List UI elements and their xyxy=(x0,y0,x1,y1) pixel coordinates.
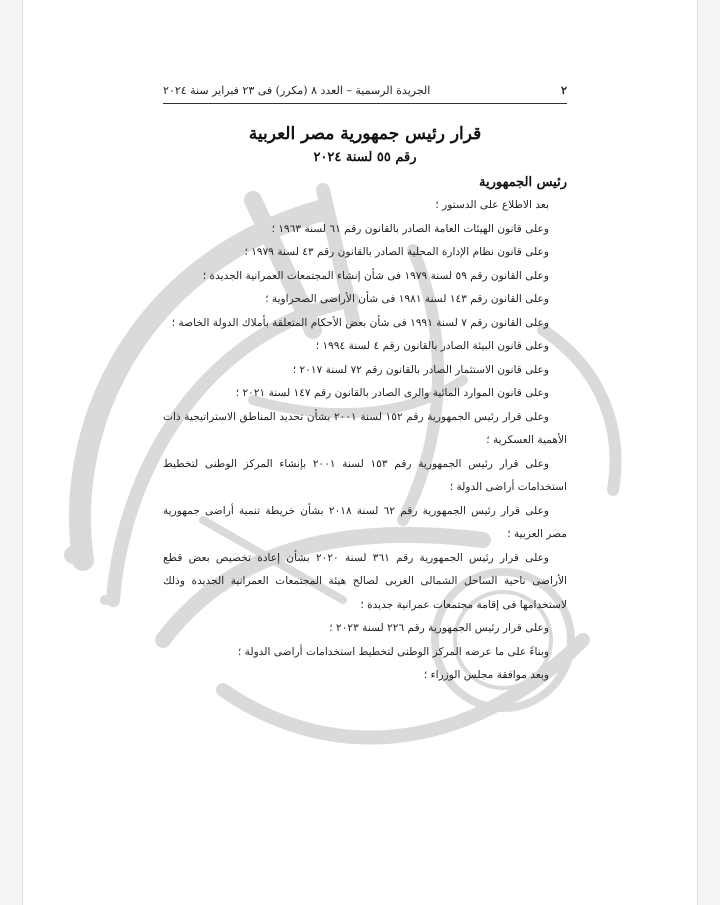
page-header xyxy=(163,84,567,104)
paragraph: وعلى قرار رئيس الجمهورية رقم ٢٢٦ لسنة ٢٠٢٣ ؛ xyxy=(329,622,549,634)
paragraph: وعلى القانون رقم ١٤٣ لسنة ١٩٨١ فى شأن الأراضى الصحراوية ؛ xyxy=(265,293,549,305)
paragraph: وعلى القانون رقم ٧ لسنة ١٩٩١ فى شأن بعض الأحكام المتعلقة بأملاك الدولة الخاصة ؛ xyxy=(171,316,549,329)
publication-line: الجريدة الرسمية – العدد ٨ (مكرر) فى ٢٣ فبراير سنة ٢٠٢٤ xyxy=(163,84,431,97)
decree-title: قرار رئيس جمهورية مصر العربية xyxy=(248,124,482,144)
page-number: ٢ xyxy=(561,84,567,97)
paragraph: وعلى قانون نظام الإدارة المحلية الصادر بالقانون رقم ٤٣ لسنة ١٩٧٩ ؛ xyxy=(244,246,549,258)
paragraph: وعلى قانون الموارد المائية والرى الصادر بالقانون رقم ١٤٧ لسنة ٢٠٢١ ؛ xyxy=(235,387,549,399)
document-page xyxy=(22,0,698,905)
paragraph: وعلى قرار رئيس الجمهورية رقم ١٥٣ لسنة ٢٠٠١ بإنشاء المركز الوطنى لتخطيط استخدامات أراضى الدولة ؛ xyxy=(163,457,567,493)
paragraph: وعلى قرار رئيس الجمهورية رقم ٣٦١ لسنة ٢٠٢٠ بشأن إعادة تخصيص بعض قطع الأراضى ناحية الساحل الشمالى الغربى لصالح هيئة المجتمعات العمرانية الجديدة وذلك لاستخدامها فى إقامة مجتمعات عمرانية جديدة ؛ xyxy=(163,551,567,611)
paragraph: وبناءً على ما عرضه المركز الوطنى لتخطيط استخدامات أراضى الدولة ؛ xyxy=(237,645,549,658)
document-content xyxy=(163,84,567,688)
decree-number: رقم ٥٥ لسنة ٢٠٢٤ xyxy=(313,150,417,165)
issuer-heading: رئيس الجمهورية xyxy=(479,175,567,190)
paragraph: وعلى قانون الهيئات العامة الصادر بالقانون رقم ٦١ لسنة ١٩٦٣ ؛ xyxy=(271,222,549,235)
paragraph: وعلى قانون الاستثمار الصادر بالقانون رقم ٧٢ لسنة ٢٠١٧ ؛ xyxy=(292,363,549,376)
paragraph: وعلى قرار رئيس الجمهورية رقم ٦٢ لسنة ٢٠١٨ بشأن خريطة تنمية أراضى جمهورية مصر العربية ؛ xyxy=(163,504,567,540)
paragraph: وبعد موافقة مجلس الوزراء ؛ xyxy=(423,669,549,681)
paragraph: وعلى قرار رئيس الجمهورية رقم ١٥٢ لسنة ٢٠٠١ بشأن تحديد المناطق الاستراتيجية ذات الأهمية العسكرية ؛ xyxy=(163,410,567,446)
paragraph: وعلى قانون البيئة الصادر بالقانون رقم ٤ لسنة ١٩٩٤ ؛ xyxy=(315,340,549,352)
paragraph: بعد الاطلاع على الدستور ؛ xyxy=(435,199,549,211)
paragraph: وعلى القانون رقم ٥٩ لسنة ١٩٧٩ فى شأن إنشاء المجتمعات العمرانية الجديدة ؛ xyxy=(202,269,549,282)
preamble-paragraphs xyxy=(163,194,567,688)
